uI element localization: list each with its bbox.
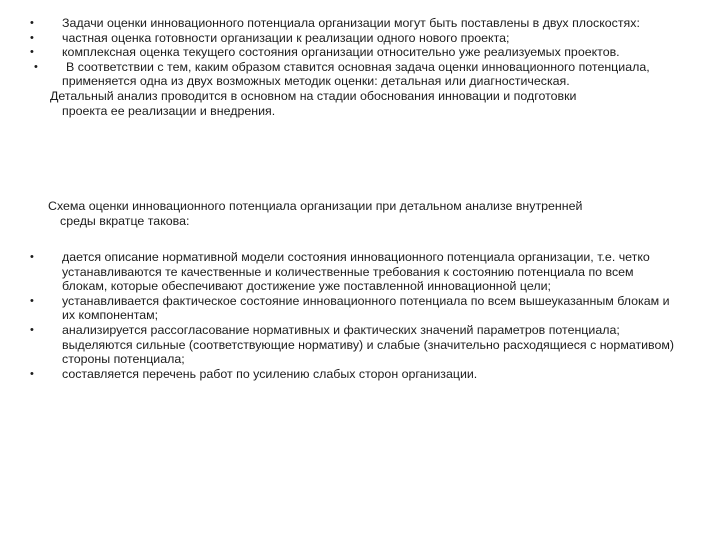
scheme-intro bbox=[0, 199, 720, 228]
scheme-paragraph bbox=[0, 199, 668, 228]
detail-paragraph bbox=[0, 89, 670, 118]
list-item bbox=[0, 323, 678, 367]
top-bullet-list bbox=[0, 16, 720, 118]
bullet-icon: • bbox=[30, 31, 34, 44]
detail-paragraph-first-line: Детальный анализ проводится в основном на стадии обоснования инновации и подготовки bbox=[50, 88, 577, 103]
scheme-paragraph-first-line: Схема оценки инновационного потенциала организации при детальном анализе внутренней bbox=[48, 199, 583, 213]
list-item-text: устанавливается фактическое состояние инновационного потенциала по всем вышеуказанным блокам и их компонентам; bbox=[62, 293, 670, 323]
list-item-text: частная оценка готовности организации к реализации одного нового проекта; bbox=[62, 30, 510, 45]
list-item-text: дается описание нормативной модели состояния инновационного потенциала организации, т.е. четко устанавливаются те качественные и количественные требования к состоянию потенциала по всем блокам, которые обеспечивают достижение уже поставленной инновационной цели; bbox=[62, 250, 650, 294]
bullet-icon: • bbox=[30, 367, 34, 380]
bullet-icon: • bbox=[30, 323, 34, 336]
list-item bbox=[0, 250, 678, 294]
list-item-text: В соответствии с тем, каким образом ставится основная задача оценки инновационного потенциала, применяется одна из двух возможных методик оценки: детальная или диагностическая. bbox=[62, 59, 650, 89]
bullet-icon: • bbox=[34, 60, 38, 73]
detail-paragraph-continuation: проекта ее реализации и внедрения. bbox=[62, 103, 276, 118]
bottom-bullet-list bbox=[0, 250, 720, 381]
list-item-text: составляется перечень работ по усилению слабых сторон организации. bbox=[62, 366, 478, 381]
bullet-icon: • bbox=[30, 294, 34, 307]
list-item bbox=[0, 16, 678, 31]
list-item-text: анализируется рассогласование нормативных и фактических значений параметров потенциала; выделяются сильные (соответствующие нормативу) и слабые (значительно расходящиеся с нормативом) стороны потенциала; bbox=[62, 322, 675, 367]
bullet-icon: • bbox=[30, 251, 34, 263]
list-item bbox=[0, 367, 678, 382]
list-item bbox=[0, 294, 678, 323]
scheme-paragraph-continuation: среды вкратце такова: bbox=[60, 213, 190, 228]
list-item-text: комплексная оценка текущего состояния организации относительно уже реализуемых проектов. bbox=[62, 45, 620, 60]
list-item bbox=[0, 31, 678, 46]
list-item bbox=[0, 45, 678, 60]
list-item-text: Задачи оценки инновационного потенциала организации могут быть поставлены в двух плоскостях: bbox=[62, 16, 640, 30]
bullet-icon: • bbox=[30, 46, 34, 59]
bullet-icon: • bbox=[30, 17, 34, 29]
list-item bbox=[0, 60, 678, 89]
